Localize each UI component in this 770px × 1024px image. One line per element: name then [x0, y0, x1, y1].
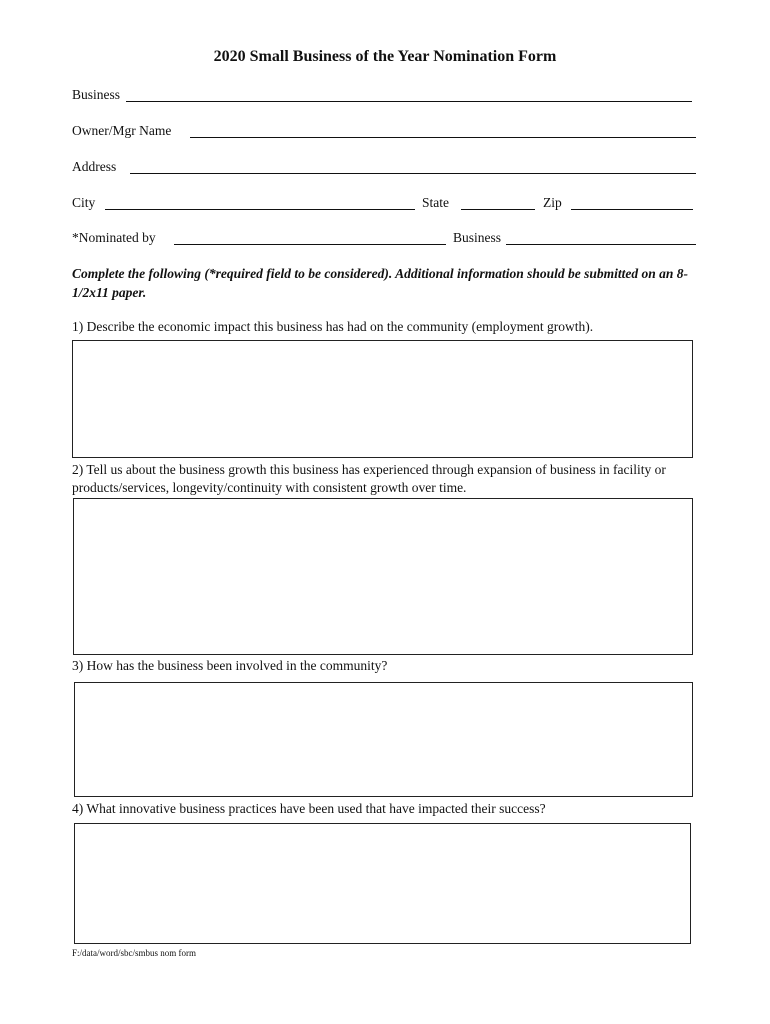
state-label: State [422, 195, 449, 210]
question-3: 3) How has the business been involved in the community? [72, 658, 388, 673]
state-field[interactable] [461, 209, 535, 210]
page-title: 2020 Small Business of the Year Nomination Form [213, 48, 557, 65]
business-field[interactable] [126, 101, 692, 102]
owner-row [72, 122, 698, 140]
answer-box-2[interactable] [73, 498, 693, 655]
owner-field[interactable] [190, 137, 696, 138]
city-label: City [72, 195, 96, 210]
question-2: 2) Tell us about the business growth this business has experienced through expansion of business in facility or products/services, longevity/continuity with consistent growth over time. [72, 462, 666, 495]
address-field[interactable] [130, 173, 696, 174]
nominator-business-label: Business [453, 230, 502, 245]
footer-file-path: F:/data/word/sbc/smbus nom form [72, 948, 196, 958]
business-label: Business [72, 87, 121, 102]
nominator-row [72, 229, 698, 247]
city-state-zip-row [72, 194, 698, 212]
nominated-by-label: *Nominated by [72, 230, 156, 245]
answer-box-4[interactable] [74, 823, 691, 944]
address-row [72, 158, 698, 176]
owner-label: Owner/Mgr Name [72, 123, 172, 138]
nominated-by-field[interactable] [174, 244, 446, 245]
answer-box-1[interactable] [72, 340, 693, 458]
address-label: Address [72, 159, 117, 174]
instructions: Complete the following (*required field to be considered). Additional information should be submitted on an 8-1/2x11 paper. [72, 266, 689, 300]
city-field[interactable] [105, 209, 415, 210]
question-1: 1) Describe the economic impact this business has had on the community (employment growth). [72, 319, 594, 334]
zip-field[interactable] [571, 209, 693, 210]
zip-label: Zip [543, 195, 562, 210]
question-4: 4) What innovative business practices have been used that have impacted their success? [72, 801, 546, 816]
nominator-business-field[interactable] [506, 244, 696, 245]
business-row [72, 86, 694, 104]
answer-box-3[interactable] [74, 682, 693, 797]
